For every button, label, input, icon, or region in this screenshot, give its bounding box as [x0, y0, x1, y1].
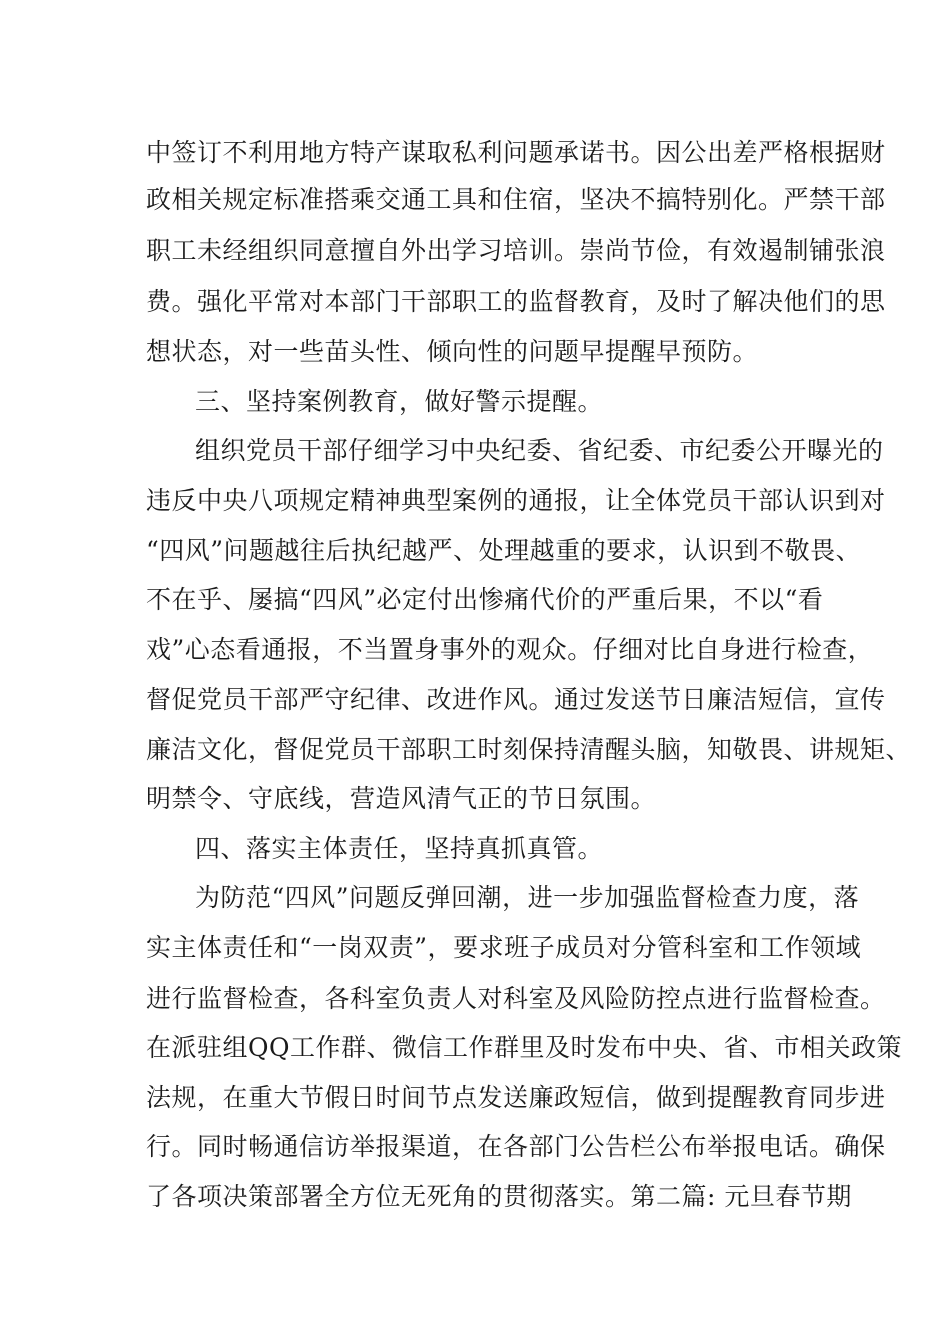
- text-line: 组织党员干部仔细学习中央纪委、省纪委、市纪委公开曝光的: [195, 436, 884, 465]
- text-line: “四风”问题越往后执纪越严、处理越重的要求，认识到不敬畏、: [146, 536, 862, 565]
- text-line: 明禁令、守底线，营造风清气正的节日氛围。: [146, 784, 657, 813]
- text-line: 了各项决策部署全方位无死角的贯彻落实。第二篇: 元旦春节期: [146, 1182, 852, 1211]
- text-line: 费。强化平常对本部门干部职工的监督教育，及时了解决他们的思: [146, 287, 886, 316]
- text-line: 在派驻组QQ工作群、微信工作群里及时发布中央、省、市相关政策: [146, 1033, 902, 1062]
- text-line: 实主体责任和“一岗双责”，要求班子成员对分管科室和工作领域: [146, 933, 862, 962]
- text-line: 政相关规定标准搭乘交通工具和住宿，坚决不搞特别化。严禁干部: [146, 185, 886, 214]
- text-line: 行。同时畅通信访举报渠道，在各部门公告栏公布举报电话。确保: [146, 1132, 886, 1161]
- section-heading: 四、落实主体责任，坚持真抓真管。: [195, 834, 604, 863]
- text-line: 不在乎、屡搞“四风”必定付出惨痛代价的严重后果，不以“看: [146, 585, 824, 614]
- text-line: 廉洁文化，督促党员干部职工时刻保持清醒头脑，知敬畏、讲规矩、: [146, 735, 912, 764]
- text-line: 法规，在重大节假日时间节点发送廉政短信，做到提醒教育同步进: [146, 1083, 886, 1112]
- text-line: 想状态，对一些苗头性、倾向性的问题早提醒早预防。: [146, 337, 759, 366]
- text-line: 督促党员干部严守纪律、改进作风。通过发送节日廉洁短信，宣传: [146, 685, 886, 714]
- text-line: 职工未经组织同意擅自外出学习培训。崇尚节俭，有效遏制铺张浪: [146, 236, 886, 265]
- section-heading: 三、坚持案例教育，做好警示提醒。: [195, 387, 604, 416]
- text-line: 中签订不利用地方特产谋取私利问题承诺书。因公出差严格根据财: [146, 138, 886, 167]
- text-line: 违反中央八项规定精神典型案例的通报，让全体党员干部认识到对: [146, 486, 886, 515]
- text-line: 进行监督检查，各科室负责人对科室及风险防控点进行监督检查。: [146, 984, 886, 1013]
- text-line: 戏”心态看通报，不当置身事外的观众。仔细对比自身进行检查，: [146, 635, 874, 664]
- text-line: 为防范“四风”问题反弹回潮，进一步加强监督检查力度，落: [195, 883, 860, 912]
